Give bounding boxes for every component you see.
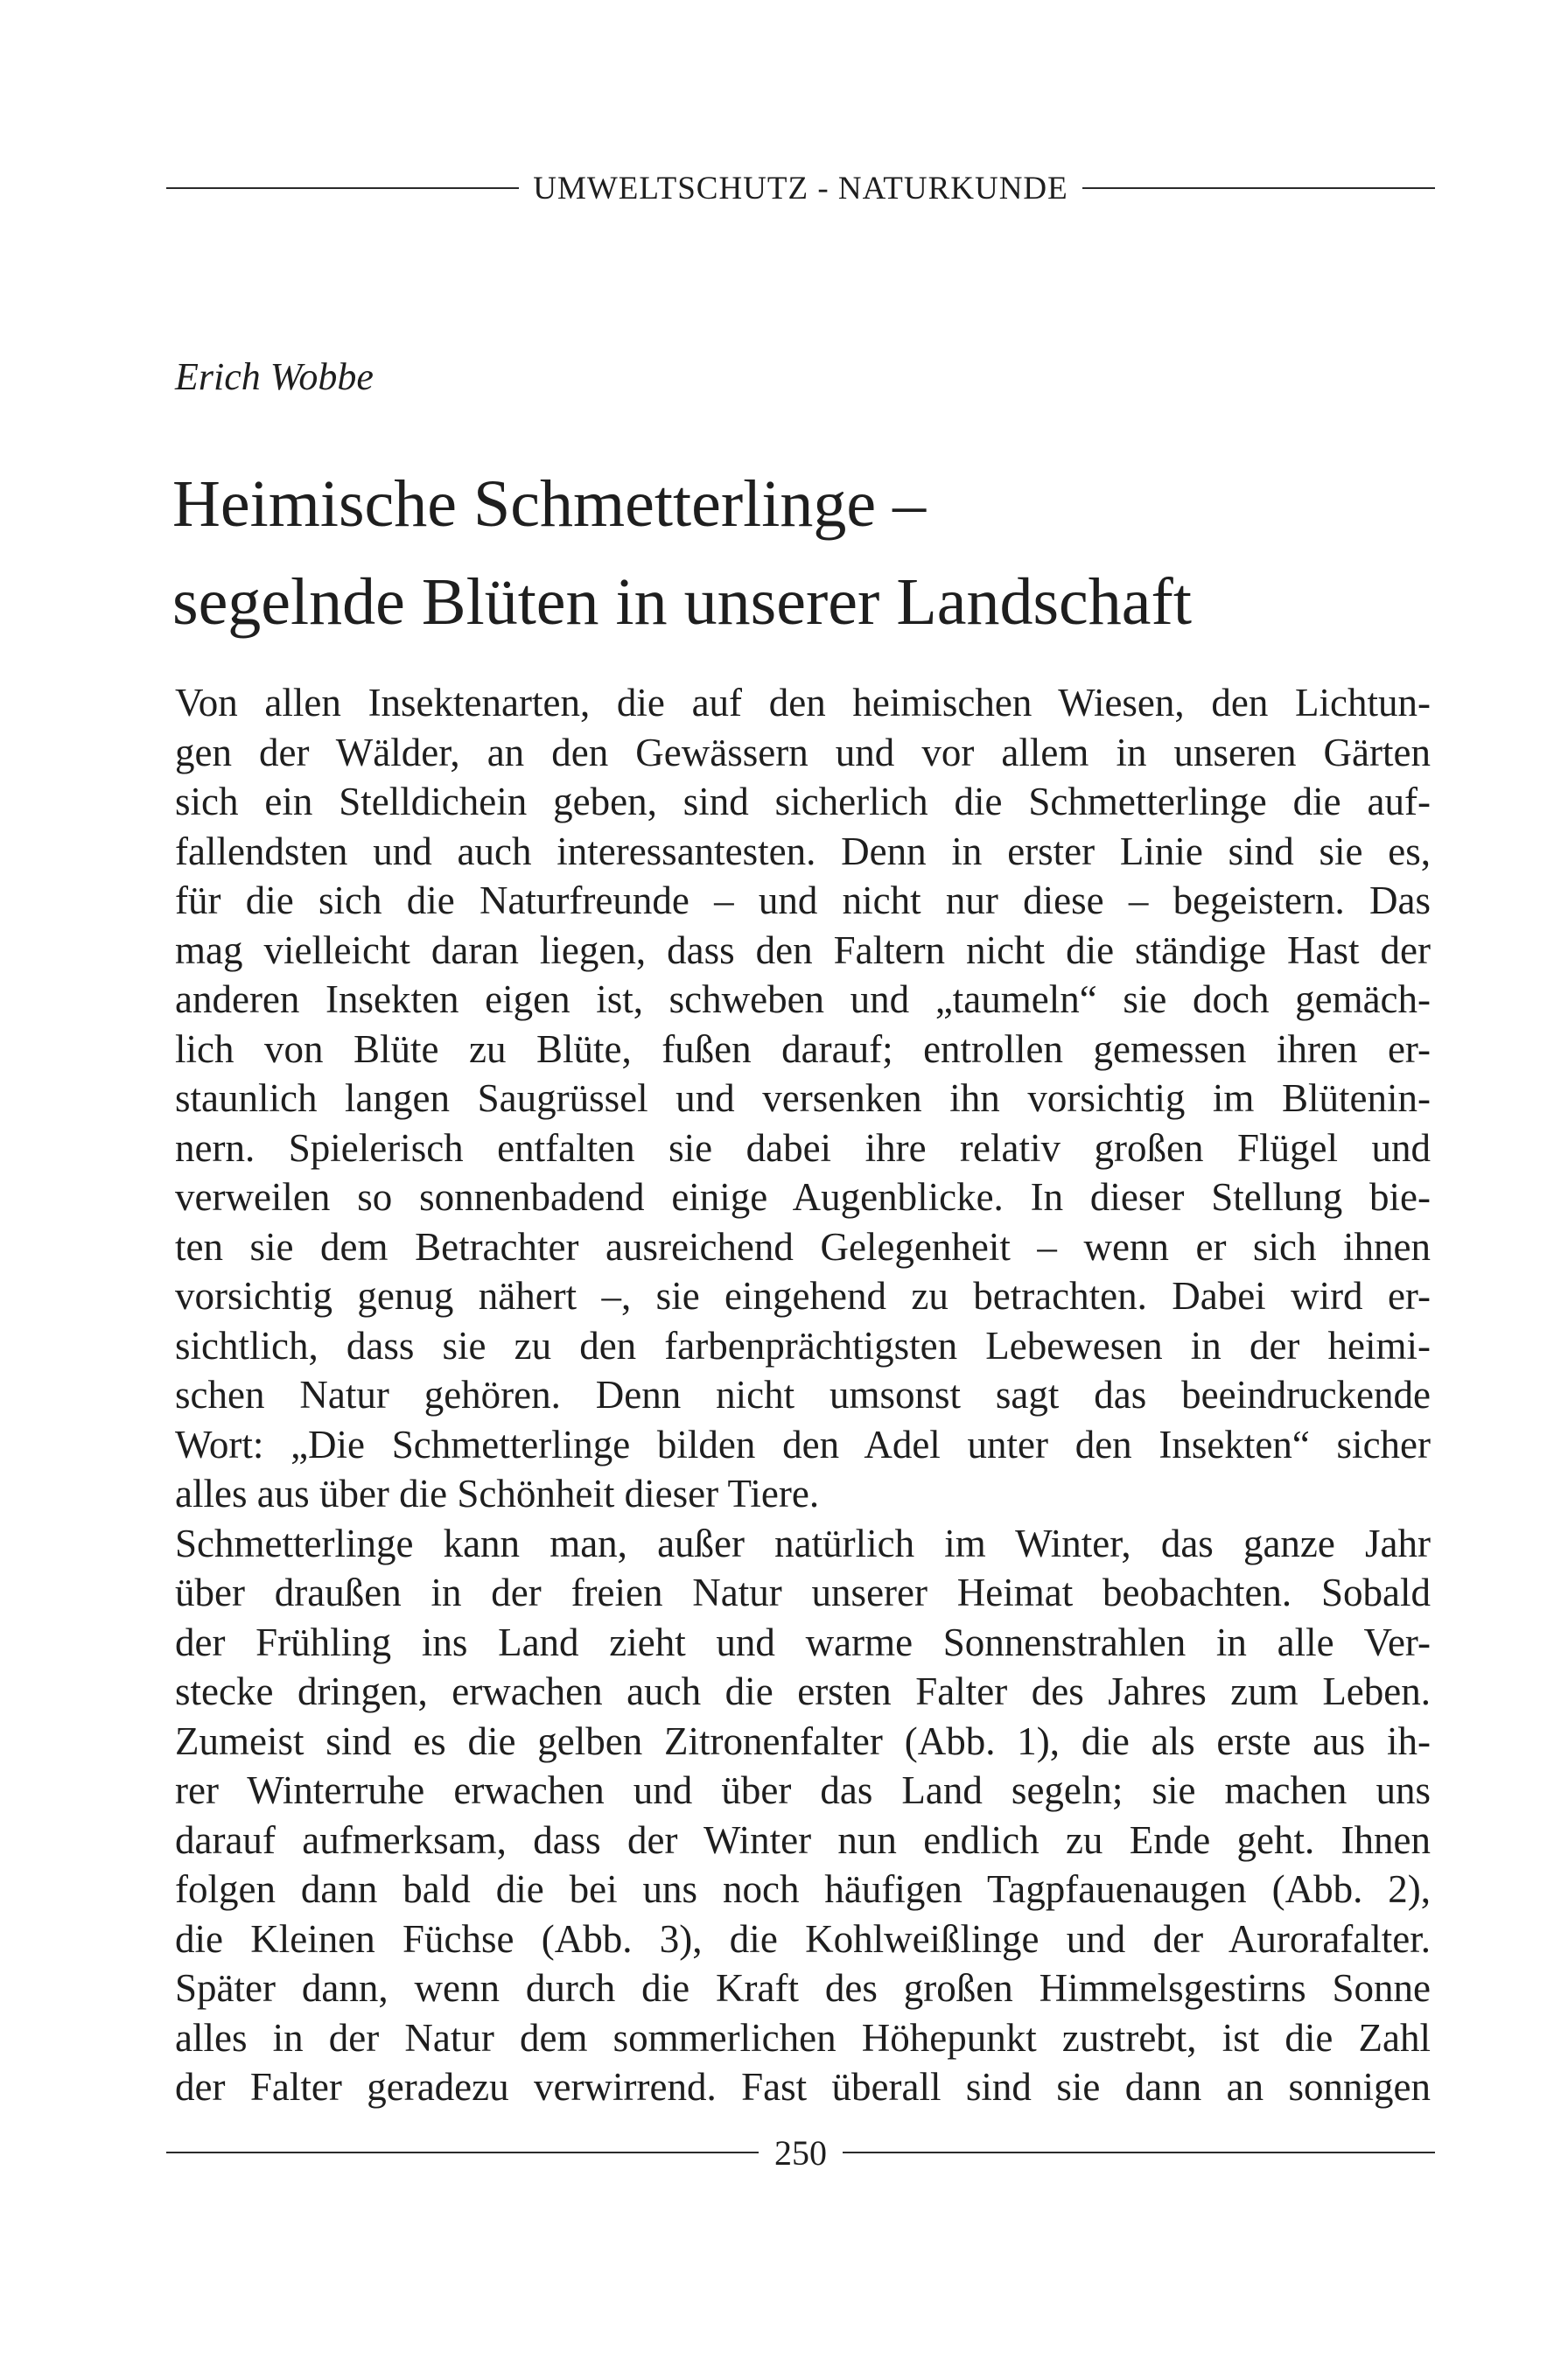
body-line: mag vielleicht daran liegen, dass den Faltern nicht die ständige Hast der xyxy=(175,928,1431,972)
body-line: die Kleinen Füchse (Abb. 3), die Kohlweißlinge und der Aurorafalter. xyxy=(175,1916,1431,1961)
running-head-rule-right xyxy=(1082,187,1435,189)
body-line: folgen dann bald die bei uns noch häufigen Tagpfauenaugen (Abb. 2), xyxy=(175,1867,1431,1911)
body-line: Später dann, wenn durch die Kraft des großen Himmelsgestirns Sonne xyxy=(175,1966,1431,2010)
body-line: alles aus über die Schönheit dieser Tiere. xyxy=(175,1472,820,1516)
title-line-2: segelnde Blüten in unserer Landschaft xyxy=(172,565,1192,639)
body-line: schen Natur gehören. Denn nicht umsonst sagt das beeindruckende xyxy=(175,1373,1431,1417)
body-line: für die sich die Naturfreunde – und nicht nur diese – begeistern. Das xyxy=(175,878,1431,922)
body-line: der Frühling ins Land zieht und warme Sonnenstrahlen in alle Ver- xyxy=(175,1620,1431,1664)
body-line: staunlich langen Saugrüssel und versenken ihn vorsichtig im Blütenin- xyxy=(175,1076,1431,1120)
author-name: Erich Wobbe xyxy=(175,355,374,398)
running-head xyxy=(166,166,1435,210)
body-line: der Falter geradezu verwirrend. Fast überall sind sie dann an sonnigen xyxy=(175,2065,1431,2109)
body-line: vorsichtig genug nähert –, sie eingehend zu betrachten. Dabei wird er- xyxy=(175,1274,1431,1318)
body-line: fallendsten und auch interessantesten. Denn in erster Linie sind sie es, xyxy=(175,829,1431,873)
body-line: rer Winterruhe erwachen und über das Land segeln; sie machen uns xyxy=(175,1768,1431,1812)
body-line: lich von Blüte zu Blüte, fußen darauf; entrollen gemessen ihren er- xyxy=(175,1026,1431,1071)
body-line: sichtlich, dass sie zu den farbenprächtigsten Lebewesen in der heimi- xyxy=(175,1323,1431,1368)
page-number: 250 xyxy=(774,2132,827,2173)
title-line-1: Heimische Schmetterlinge – xyxy=(172,467,927,541)
running-head-rule-left xyxy=(166,187,519,189)
footer-rule-left xyxy=(166,2152,759,2153)
body-line: darauf aufmerksam, dass der Winter nun endlich zu Ende geht. Ihnen xyxy=(175,1817,1431,1862)
body-line: nern. Spielerisch entfalten sie dabei ihre relativ großen Flügel und xyxy=(175,1125,1431,1170)
body-line: alles in der Natur dem sommerlichen Höhepunkt zustrebt, ist die Zahl xyxy=(175,2015,1431,2060)
page-footer xyxy=(166,2126,1435,2179)
body-line: über draußen in der freien Natur unserer Heimat beobachten. Sobald xyxy=(175,1571,1431,1614)
body-line: anderen Insekten eigen ist, schweben und „taumeln“ sie doch gemäch- xyxy=(175,977,1431,1021)
footer-rule-right xyxy=(843,2152,1435,2153)
body-line: verweilen so sonnenbadend einige Augenblicke. In dieser Stellung bie- xyxy=(175,1175,1431,1219)
body-line: Schmetterlinge kann man, außer natürlich im Winter, das ganze Jahr xyxy=(175,1521,1431,1565)
body-line: Wort: „Die Schmetterlinge bilden den Adel unter den Insekten“ sicher xyxy=(175,1422,1431,1466)
body-line: Zumeist sind es die gelben Zitronenfalter (Abb. 1), die als erste aus ih- xyxy=(175,1718,1431,1763)
body-line: sich ein Stelldichein geben, sind sicherlich die Schmetterlinge die auf- xyxy=(175,780,1431,823)
article-title xyxy=(172,455,1432,651)
body-line: gen der Wälder, an den Gewässern und vor allem in unseren Gärten xyxy=(175,730,1431,774)
body-line: stecke dringen, erwachen auch die ersten Falter des Jahres zum Leben. xyxy=(175,1670,1431,1713)
running-head-label: UMWELTSCHUTZ - NATURKUNDE xyxy=(533,170,1068,206)
body-line: ten sie dem Betrachter ausreichend Gelegenheit – wenn er sich ihnen xyxy=(175,1224,1431,1269)
article-body xyxy=(175,678,1431,2112)
body-line: Von allen Insektenarten, die auf den heimischen Wiesen, den Lichtun- xyxy=(175,681,1431,724)
